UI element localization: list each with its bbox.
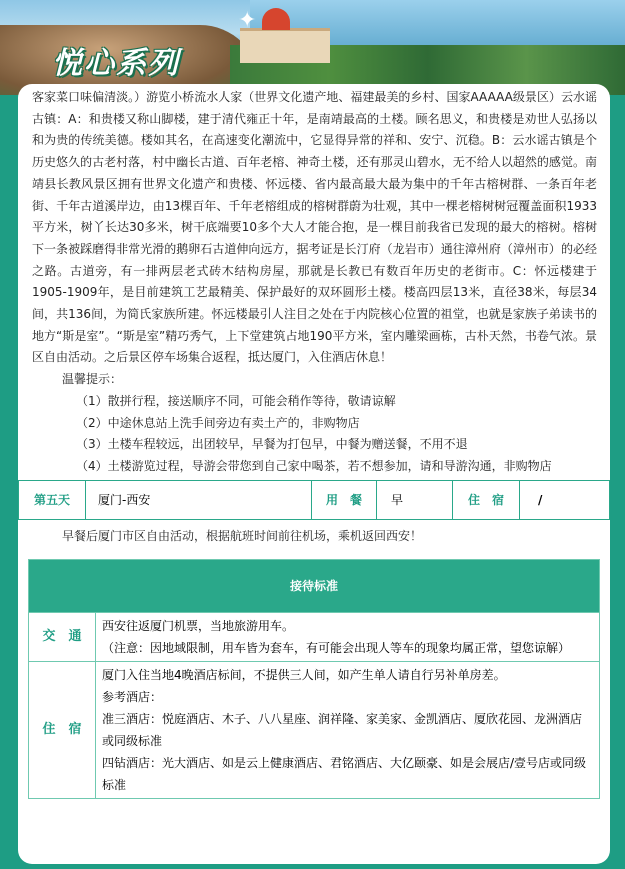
itinerary-content (18, 84, 610, 478)
dome-image (262, 8, 290, 30)
stay-label: 住 宿 (453, 480, 520, 519)
series-logo: 悦心系列 (52, 46, 180, 81)
day5-table (18, 480, 610, 520)
traffic-note: （注意：因地域限制，用车皆为套车，有可能会出现人等车的现象均属正常，望您谅解） (102, 641, 571, 656)
day5-content (18, 520, 610, 560)
hotel-value (96, 662, 600, 799)
hotel-line: 四钻酒店：光大酒店、如是云上健康酒店、君铭酒店、大亿颐豪、如是会展店/壹号店或同级标准 (102, 756, 587, 793)
tip-item: （4）土楼游览过程，导游会带您到自己家中喝茶，若不想参加，请和导游沟通，非购物店 (76, 458, 552, 473)
tip-item: （1）散拼行程，接送顺序不同，可能会稍作等待，敬请谅解 (76, 393, 396, 408)
day5-route: 厦门-西安 (86, 480, 312, 519)
hotel-label: 住 宿 (29, 662, 96, 799)
day5-label: 第五天 (19, 480, 86, 519)
tip-item: （2）中途休息站上洗手间旁边有卖土产的，非购物店 (76, 415, 360, 430)
building-image (240, 28, 330, 63)
itinerary-card (18, 84, 610, 864)
standards-table (28, 559, 600, 799)
stay-value: / (520, 480, 610, 519)
sparkle-icon: ✦ (238, 8, 257, 33)
traffic-line: 西安往返厦门机票，当地旅游用车。 (102, 619, 295, 634)
tips-title: 温馨提示： (62, 372, 123, 387)
meal-label: 用 餐 (312, 480, 377, 519)
header-banner (0, 0, 625, 95)
hotel-line: 准三酒店：悦庭酒店、木子、八八星座、润祥隆、家美家、金凯酒店、厦欣花园、龙洲酒店或同级标准 (102, 712, 583, 749)
traffic-label: 交 通 (29, 613, 96, 662)
day4-description: 客家菜口味偏清淡。）游览小桥流水人家（世界文化遗产地、福建最美的乡村、国家AAAAA级景区）云水谣古镇：A：和贵楼又称山脚楼，建于清代雍正十年，是南靖最高的土楼。顾名思义，和贵楼是劝世人弘扬以和为贵的传统美德。楼如其名，在高速变化潮流中，它显得异常的祥和、安宁、沉稳。B：云水谣古镇是个历史悠久的古老村落，村中幽长古道、百年老榕、神奇土楼，还有那灵山碧水，无不给人以超然的感觉。南靖县长教风景区拥有世界文化遗产和贵楼、怀远楼、省内最高最大最为集中的千年古榕树群、一条百年老街、千年古道溪岸边，由13棵百年、千年老榕组成的榕树群蔚为壮观，其中一棵老榕树树冠覆盖面积1933平方米，树丫长达30多米，树干底端要10多个大人才能合抱，是一棵目前我省已发现的最大的榕树。榕树下一条被踩磨得非常光滑的鹅卵石古道伸向远方，据考证是长汀府（龙岩市）通往漳州府（漳州市）的必经之路。古道旁，有一排两层老式砖木结构房屋，那就是长教已有数百年历史的老街市。C：怀远楼建于1905-1909年，是目前建筑工艺最精美、保护最好的双环圆形土楼。楼高四层13米，直径38米，每层34间，共136间，为简氏家族所建。怀远楼最引人注目之处在于内院核心位置的祖堂，也就是家族子弟读书的地方“斯是室”。“斯是室”精巧秀气，上下堂建筑占地190平方米，室内雕梁画栋，古朴天然，书卷气浓。景区自由活动。之后景区停车场集合返程，抵达厦门，入住酒店休息！ (32, 90, 598, 365)
meal-value: 早 (377, 480, 453, 519)
tip-item: （3）土楼车程较远，出团较早，早餐为打包早，中餐为赠送餐，不用不退 (76, 437, 468, 452)
hotel-ref-title: 参考酒店： (102, 690, 163, 705)
day5-description: 早餐后厦门市区自由活动，根据航班时间前往机场，乘机返回西安！ (62, 528, 423, 543)
standards-title: 接待标准 (29, 560, 600, 613)
traffic-value (96, 613, 600, 662)
hotel-line: 厦门入住当地4晚酒店标间，不提供三人间，如产生单人请自行另补单房差。 (102, 668, 506, 683)
